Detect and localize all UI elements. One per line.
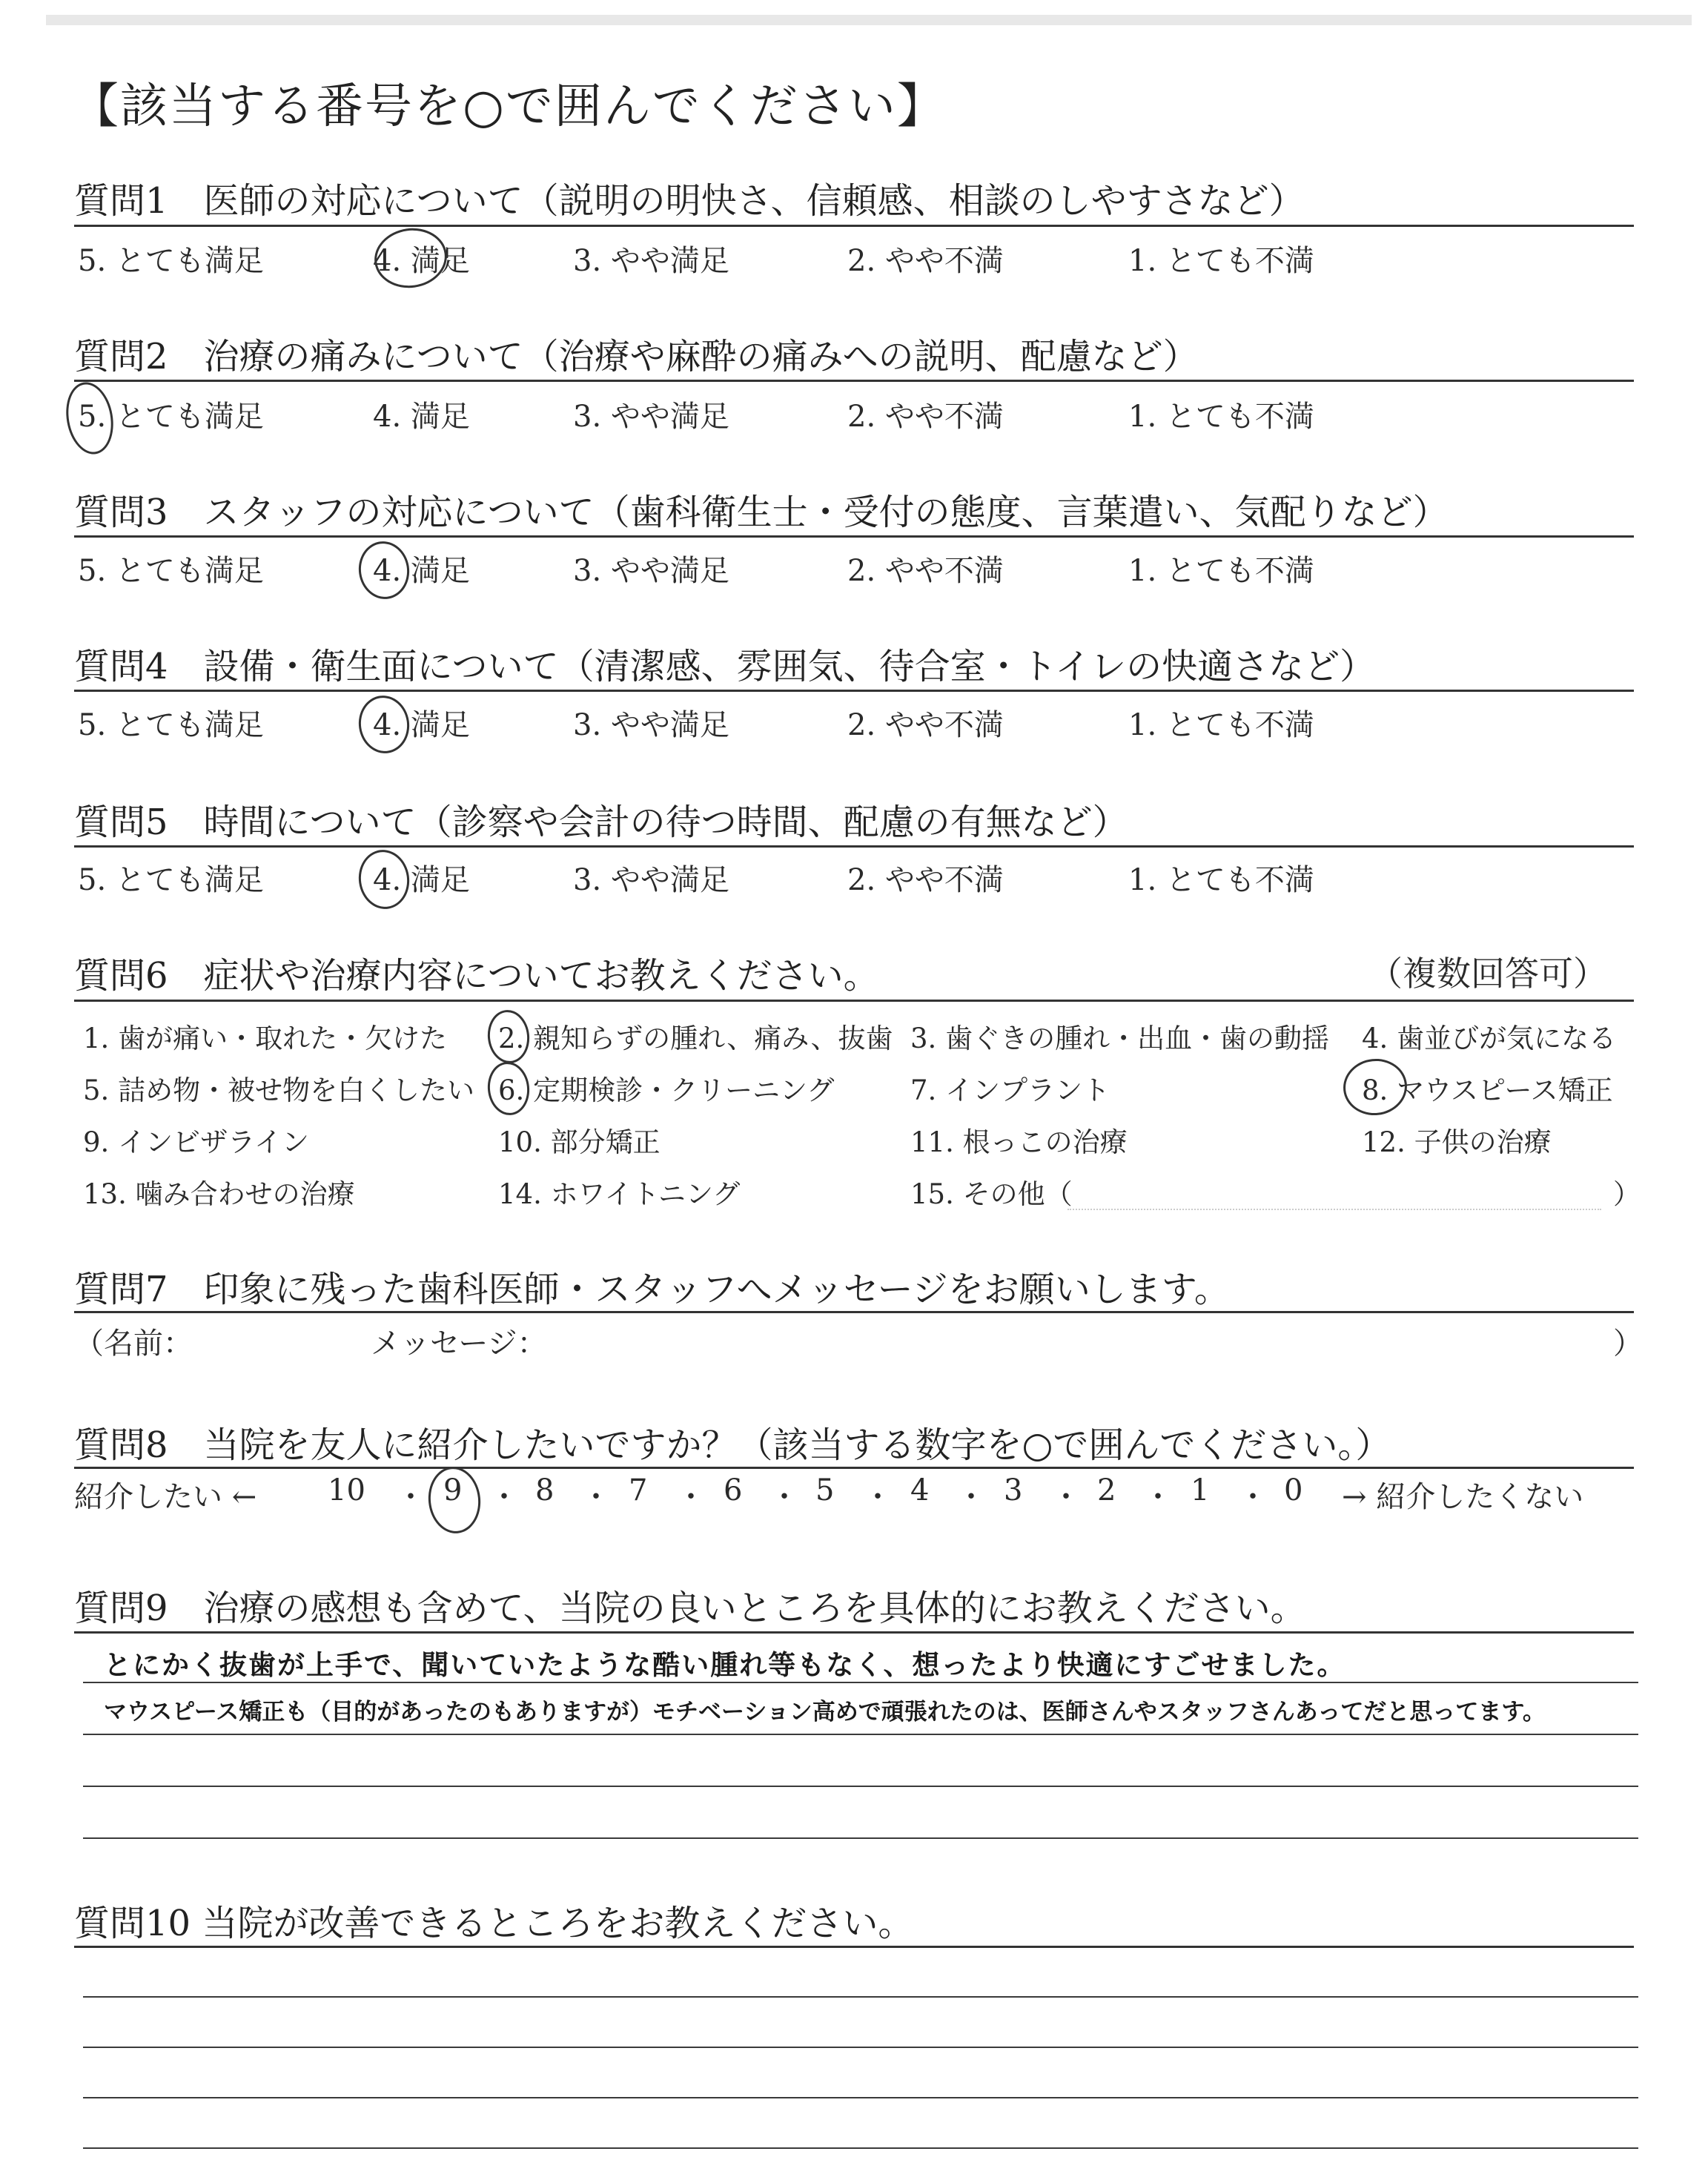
q6-option-6[interactable]: 6. 定期検診・クリーニング (498, 1074, 835, 1106)
q2-option-3[interactable]: 3. やや満足 (573, 400, 729, 434)
form-title: 【該当する番号を○で囲んでください】 (71, 79, 946, 134)
q6-option-8[interactable]: 8. マウスピース矯正 (1362, 1074, 1613, 1106)
q6-option-11[interactable]: 11. 根っこの治療 (910, 1126, 1128, 1158)
q9-title: 質問9 治療の感想も含めて、当院の良いところを具体的にお教えください。 (74, 1588, 1306, 1629)
q9-writing-line-4 (83, 1837, 1638, 1839)
q8-scale-separator: ・ (396, 1480, 426, 1514)
q6-other-close-paren: ） (1613, 1178, 1641, 1210)
q1-title: 質問1 医師の対応について（説明の明快さ、信頼感、相談のしやすさなど） (74, 180, 1305, 222)
q3-option-1[interactable]: 1. とても不満 (1128, 554, 1314, 588)
q2-rule (74, 380, 1634, 382)
q8-left-label: 紹介したい ← (74, 1480, 257, 1514)
q10-writing-line-1[interactable] (83, 1996, 1638, 1998)
q8-right-label: → 紹介したくない (1342, 1480, 1584, 1514)
q8-scale-separator: ・ (769, 1480, 799, 1514)
q6-option-5[interactable]: 5. 詰め物・被せ物を白くしたい (83, 1074, 475, 1106)
q4-option-3[interactable]: 3. やや満足 (573, 708, 729, 742)
q6-option-9[interactable]: 9. インビザライン (83, 1126, 309, 1158)
q8-scale-5[interactable]: 5 (815, 1473, 835, 1507)
q6-option-14[interactable]: 14. ホワイトニング (498, 1178, 741, 1210)
q8-rule (74, 1467, 1634, 1469)
q6-option-3[interactable]: 3. 歯ぐきの腫れ・出血・歯の動揺 (910, 1023, 1330, 1054)
q8-title: 質問8 当院を友人に紹介したいですか？（該当する数字を○で囲んでください。） (74, 1424, 1391, 1466)
q3-title: 質問3 スタッフの対応について（歯科衛生士・受付の態度、言葉遣い、気配りなど） (74, 492, 1449, 533)
q8-scale-7[interactable]: 7 (629, 1473, 648, 1507)
q2-option-5[interactable]: 5. とても満足 (78, 400, 264, 434)
q7-message-label: メッセージ： (371, 1327, 547, 1361)
q1-option-5[interactable]: 5. とても満足 (78, 244, 264, 278)
q8-scale-4[interactable]: 4 (910, 1473, 930, 1507)
q5-option-1[interactable]: 1. とても不満 (1128, 863, 1314, 897)
q6-option-13[interactable]: 13. 噛み合わせの治療 (83, 1178, 355, 1210)
q8-scale-3[interactable]: 3 (1004, 1473, 1023, 1507)
q8-scale-10[interactable]: 10 (328, 1473, 365, 1507)
q8-scale-0[interactable]: 0 (1284, 1473, 1303, 1507)
q6-option-2[interactable]: 2. 親知らずの腫れ、痛み、抜歯 (498, 1023, 893, 1054)
q2-title: 質問2 治療の痛みについて（治療や麻酔の痛みへの説明、配慮など） (74, 336, 1199, 377)
q10-writing-line-3[interactable] (83, 2097, 1638, 2098)
q5-title: 質問5 時間について（診察や会計の待つ時間、配慮の有無など） (74, 802, 1128, 843)
q6-title: 質問6 症状や治療内容についてお教えください。 (74, 955, 879, 997)
q6-other-input[interactable] (1068, 1209, 1601, 1210)
q6-option-15[interactable]: 15. その他（ (910, 1178, 1073, 1210)
q8-scale-8[interactable]: 8 (535, 1473, 555, 1507)
q5-option-4[interactable]: 4. 満足 (373, 863, 470, 897)
q3-rule (74, 535, 1634, 538)
q8-scale-separator: ・ (1238, 1480, 1268, 1514)
q9-writing-line-3 (83, 1786, 1638, 1787)
q1-option-2[interactable]: 2. やや不満 (847, 244, 1004, 278)
q10-writing-line-2[interactable] (83, 2047, 1638, 2048)
q9-handwritten-answer-line-1: とにかく抜歯が上手で、聞いていたような酷い腫れ等もなく、想ったより快適にすごせました。 (104, 1649, 1346, 1681)
q7-rule (74, 1311, 1634, 1313)
q9-handwritten-answer-line-2: マウスピース矯正も（目的があったのもありますが）モチベーション高めで頑張れたのは、医師さんやスタッフさんあってだと思ってます。 (104, 1699, 1546, 1725)
q6-option-7[interactable]: 7. インプラント (910, 1074, 1110, 1106)
q10-title: 質問10 当院が改善できるところをお教えください。 (74, 1903, 914, 1944)
q8-scale-separator: ・ (581, 1480, 611, 1514)
q1-option-3[interactable]: 3. やや満足 (573, 244, 729, 278)
q9-writing-line-2 (83, 1734, 1638, 1735)
scan-top-edge (46, 15, 1692, 25)
q10-writing-line-4[interactable] (83, 2147, 1638, 2149)
q4-option-2[interactable]: 2. やや不満 (847, 708, 1004, 742)
q1-rule (74, 225, 1634, 227)
q6-option-12[interactable]: 12. 子供の治療 (1362, 1126, 1552, 1158)
q10-rule (74, 1946, 1634, 1948)
q4-rule (74, 690, 1634, 692)
q3-option-5[interactable]: 5. とても満足 (78, 554, 264, 588)
q7-title: 質問7 印象に残った歯科医師・スタッフへメッセージをお願いします。 (74, 1269, 1230, 1310)
q8-scale-separator: ・ (1051, 1480, 1081, 1514)
q8-scale-separator: ・ (676, 1480, 706, 1514)
q8-scale-separator: ・ (863, 1480, 893, 1514)
q6-option-1[interactable]: 1. 歯が痛い・取れた・欠けた (83, 1023, 448, 1054)
q4-option-4[interactable]: 4. 満足 (373, 708, 470, 742)
q6-option-4[interactable]: 4. 歯並びが気になる (1362, 1023, 1617, 1054)
q6-multiple-answers-note: （複数回答可） (1368, 954, 1607, 994)
q2-option-2[interactable]: 2. やや不満 (847, 400, 1004, 434)
q5-option-3[interactable]: 3. やや満足 (573, 863, 729, 897)
q2-option-1[interactable]: 1. とても不満 (1128, 400, 1314, 434)
q8-scale-separator: ・ (489, 1480, 519, 1514)
q7-close-paren: ） (1613, 1327, 1643, 1361)
q6-option-10[interactable]: 10. 部分矯正 (498, 1126, 661, 1158)
q3-option-4[interactable]: 4. 満足 (373, 554, 470, 588)
q5-rule (74, 845, 1634, 848)
q3-option-3[interactable]: 3. やや満足 (573, 554, 729, 588)
q3-option-2[interactable]: 2. やや不満 (847, 554, 1004, 588)
q9-rule (74, 1631, 1634, 1634)
q8-scale-separator: ・ (1143, 1480, 1173, 1514)
q5-option-5[interactable]: 5. とても満足 (78, 863, 264, 897)
q2-option-4[interactable]: 4. 満足 (373, 400, 470, 434)
q6-rule (74, 1000, 1634, 1002)
q9-writing-line-1 (83, 1682, 1638, 1683)
q1-option-4[interactable]: 4. 満足 (373, 244, 470, 278)
q4-title: 質問4 設備・衛生面について（清潔感、雰囲気、待合室・トイレの快適さなど） (74, 646, 1376, 687)
q8-scale-6[interactable]: 6 (724, 1473, 743, 1507)
q4-option-5[interactable]: 5. とても満足 (78, 708, 264, 742)
q8-scale-1[interactable]: 1 (1191, 1473, 1210, 1507)
q7-name-label: （名前： (74, 1327, 193, 1361)
q4-option-1[interactable]: 1. とても不満 (1128, 708, 1314, 742)
q8-scale-2[interactable]: 2 (1097, 1473, 1116, 1507)
q8-scale-9[interactable]: 9 (443, 1473, 463, 1507)
q1-option-1[interactable]: 1. とても不満 (1128, 244, 1314, 278)
q5-option-2[interactable]: 2. やや不満 (847, 863, 1004, 897)
q8-scale-separator: ・ (956, 1480, 986, 1514)
